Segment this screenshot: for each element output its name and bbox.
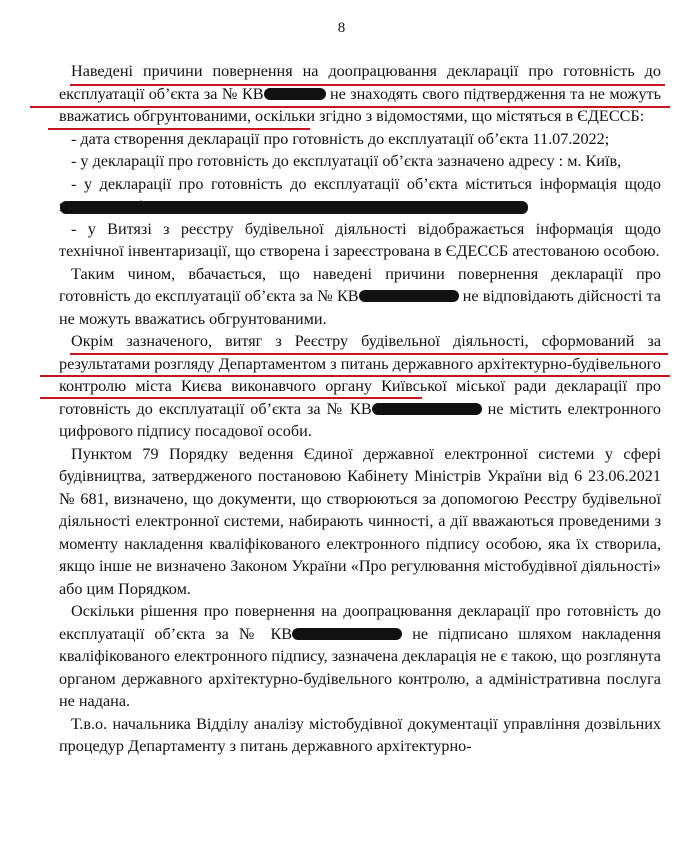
bullet-item: - у декларації про готовність до експлуатації об’єкта міститься інформація щодо — [71, 174, 661, 193]
redaction-mark — [372, 403, 482, 415]
red-underline — [70, 84, 665, 86]
document-body — [59, 60, 661, 758]
page-number: 8 — [337, 20, 346, 36]
red-underline — [30, 106, 670, 108]
redaction-mark — [292, 628, 402, 640]
redaction-mark — [359, 290, 459, 302]
red-underline — [40, 375, 670, 377]
bullet-item: - дата створення декларації про готовність до експлуатації об’єкта 11.07.2022; — [71, 129, 610, 148]
paragraph: Т.в.о. начальника Відділу аналізу містобудівної документації управління дозвільних процедур Департаменту з питань державного архітектурно- — [59, 714, 661, 755]
bullet-item: - у декларації про готовність до експлуатації об’єкта зазначено адресу : м. Київ, — [71, 152, 622, 170]
redaction-mark — [60, 201, 528, 214]
paragraph: Пунктом 79 Порядку ведення Єдиної державної електронної системи у сфері будівництва, затвердженого постановою Кабінету Міністрів України від 6 23.06.2021 № 681, визначено, що документи, що створюються за допомогою Реєстру будівельної діяльності електронної системи, набирають чинності, а дії вважаються проведеними з моменту накладення кваліфікованого електронного підпису особою, яка їх створила, якщо інше не визначено Законом України «Про регулювання містобудівної діяльності» або цим Порядком. — [59, 444, 661, 598]
paragraph: Наведені причини повернення на доопрацювання декларації про готовність до експлуатації об’єкта за № КВ не знаходять свого підтвердження та не можуть вважатись обгрунтованими, оскільки згідно з відомостями, що містяться в ЄДЕССБ: — [59, 62, 661, 125]
bullet-item: - у Витязі з реєстру будівельної діяльності відображається інформація щодо технічної інвентаризації, що створена і зареєстрована в ЄДЕССБ атестованою особою. — [59, 219, 661, 260]
paragraph: Таким чином, вбачається, що наведені причини повернення декларації про готовність до експлуатації об’єкта за № КВ не відповідають дійсності та не можуть вважатись обгрунтованими. — [59, 264, 661, 328]
red-underline — [70, 353, 668, 355]
paragraph: Окрім зазначеного, витяг з Реєстру будівельної діяльності, сформований за результатами розгляду Департаментом з питань державного архітектурно-будівельного контролю міста Києва виконавчого органу Київської міської ради декларації про готовність до експлуатації об’єкта за № КВ не містить електронного цифрового підпису посадової особи. — [59, 332, 661, 440]
red-underline — [40, 397, 422, 399]
paragraph: Оскільки рішення про повернення на доопрацювання декларації про готовність до експлуатації об’єкта за № КВ не підписано шляхом накладення кваліфікованого електронного підпису, зазначена декларація не є такою, що розглянута органом державного архітектурно-будівельного контролю, а адміністративна послуга не надана. — [59, 602, 661, 710]
red-underline — [48, 128, 310, 130]
redaction-mark — [264, 88, 326, 100]
